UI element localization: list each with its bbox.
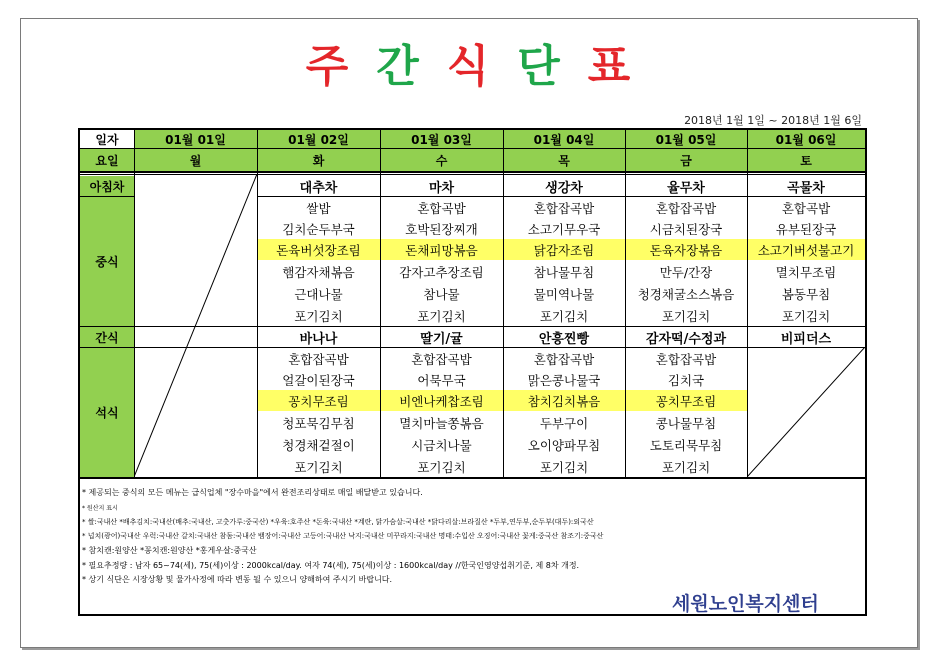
lunch-dish: 포기김치 (539, 308, 589, 324)
grid-line (380, 130, 381, 477)
title-char: 간 (376, 41, 423, 92)
lunch-dish: 혼합잡곡밥 (533, 200, 595, 216)
title-char: 단 (517, 41, 564, 92)
snack-cell: 비피더스 (780, 331, 832, 347)
dinner-dish: 멸치마늘쫑볶음 (399, 415, 484, 431)
dinner-dish: 혼합잡곡밥 (288, 351, 349, 367)
grid-line (625, 130, 626, 477)
dinner-dish: 청포묵김무침 (282, 415, 355, 431)
note-line: * 제공되는 중식의 모든 메뉴는 급식업체 "장수마을"에서 완전조리상태로 매일 배달받고 있습니다. (82, 488, 423, 497)
title-char: 표 (587, 41, 635, 92)
lunch-dish: 포기김치 (661, 308, 711, 324)
center-name: 세원노인복지센터 (672, 593, 819, 615)
lunch-dish: 혼합곡밥 (417, 200, 466, 216)
date-cell: 01월 03일 (380, 130, 503, 148)
note-line: * 참치캔:원양산 *꽁치캔:원양산 *홍게우살:중국산 (82, 546, 257, 555)
dinner-dish: 포기김치 (294, 459, 343, 475)
dinner-dish: 청경채겉절이 (282, 437, 355, 453)
dinner-dish: 두부구이 (539, 415, 589, 431)
row-label-snack: 간식 (80, 327, 134, 347)
snack-cell: 바나나 (299, 331, 338, 347)
dinner-dish: 혼합잡곡밥 (655, 351, 717, 367)
lunch-dish: 포기김치 (781, 308, 831, 324)
note-line: * 필요추정량 : 남자 65~74(세), 75(세)이상 : 2000kcal/day. 여자 74(세), 75(세)이상 : 1600kcal/day //한국인영양섭취기준, 제 8차 개정. (82, 561, 580, 570)
lunch-dish: 청경채굴소스볶음 (637, 286, 735, 302)
lunch-dish-highlight: 닭감자조림 (503, 239, 625, 260)
row-label-lunch: 중식 (80, 197, 134, 326)
lunch-dish-highlight: 돈채피망볶음 (380, 239, 503, 260)
page-title (0, 30, 940, 94)
dinner-dish: 오이양파무침 (527, 437, 601, 453)
day-label: 요일 (80, 149, 134, 171)
lunch-dish-highlight: 소고기버섯불고기 (747, 239, 865, 260)
dinner-dish-highlight: 꽁치무조림 (625, 390, 747, 411)
morning-tea-cell: 곡물차 (787, 180, 825, 196)
note-line: * 넙치(광어)국내산 우럭:국내산 갈치:국내산 참돔:국내산 뱀장어:국내산 고등어:국내산 낙지:국내산 미꾸라지:국내산 명태:수입산 오징어:국내산 꽃게:중국산 참조기:중국산 (82, 532, 604, 540)
lunch-dish: 참나물무침 (533, 264, 595, 280)
date-cell: 01월 05일 (625, 130, 747, 148)
morning-tea-cell: 율무차 (667, 180, 705, 196)
dinner-dish-highlight: 꽁치무조림 (257, 390, 380, 411)
note-line: * 쌀:국내산 *배추김치:국내산(배추:국내산, 고춧가루:중국산) *우육:호주산 *돈육:국내산 *계란, 닭가슴살:국내산 *닭다리살:브라질산 *두부,연두부,순두부(대두):외국산 (82, 518, 594, 526)
lunch-dish: 참나물 (423, 286, 460, 302)
lunch-dish: 소고기무우국 (527, 221, 601, 237)
lunch-dish: 혼합잡곡밥 (655, 200, 717, 216)
lunch-dish: 감자고추장조림 (399, 264, 484, 280)
lunch-dish: 포기김치 (417, 308, 466, 324)
lunch-dish: 햄감자채볶음 (282, 264, 355, 280)
lunch-dish: 혼합곡밥 (781, 200, 831, 216)
empty-cell-diagonal (747, 347, 865, 477)
lunch-dish: 쌀밥 (306, 200, 331, 216)
dinner-dish: 김치국 (667, 372, 705, 388)
grid-line (257, 196, 865, 197)
morning-tea-cell: 생강차 (545, 180, 583, 196)
dinner-dish: 포기김치 (539, 459, 589, 475)
snack-cell: 감자떡/수정과 (645, 331, 727, 347)
grid-line (80, 477, 865, 479)
morning-tea-cell: 마차 (428, 180, 455, 196)
date-label: 일자 (95, 132, 119, 147)
grid-line (80, 196, 134, 197)
date-cell: 01월 02일 (257, 130, 380, 148)
dinner-dish: 맑은콩나물국 (527, 372, 601, 388)
lunch-dish: 봄동무침 (781, 286, 831, 302)
dinner-dish: 혼합잡곡밥 (411, 351, 472, 367)
lunch-dish: 김치순두부국 (282, 221, 355, 237)
dinner-dish: 얼갈이된장국 (282, 372, 355, 388)
dinner-dish-highlight: 비엔나케찹조림 (380, 390, 503, 411)
note-line: * 상기 식단은 시장상황 및 물가사정에 따라 변동 될 수 있으니 양해하여 주시기 바랍니다. (82, 575, 393, 584)
lunch-dish: 멸치무조림 (775, 264, 837, 280)
grid-line (257, 130, 258, 477)
grid-line (503, 130, 504, 477)
dinner-dish: 콩나물무침 (655, 415, 717, 431)
lunch-dish: 시금치된장국 (649, 221, 723, 237)
row-label-morning-tea: 아침차 (80, 176, 134, 196)
period-text: 2018년 1월 1일 ~ 2018년 1월 6일 (684, 114, 862, 127)
title-char: 식 (446, 41, 494, 92)
snack-cell: 안흥찐빵 (538, 331, 590, 347)
empty-cell-diagonal (134, 174, 257, 477)
day-cell: 수 (380, 149, 503, 171)
dinner-dish: 어묵무국 (417, 372, 466, 388)
day-cell: 화 (257, 149, 380, 171)
lunch-dish: 만두/간장 (659, 264, 713, 280)
note-line: * 원산지 표시 (82, 505, 118, 512)
title-char: 주 (305, 41, 353, 92)
date-cell: 01월 01일 (134, 130, 257, 148)
day-cell: 금 (625, 149, 747, 171)
lunch-dish: 물미역나물 (533, 286, 595, 302)
dinner-dish: 포기김치 (661, 459, 711, 475)
dinner-dish: 시금치나물 (411, 437, 472, 453)
date-cell: 01월 04일 (503, 130, 625, 148)
lunch-dish: 포기김치 (294, 308, 343, 324)
row-label-dinner: 석식 (80, 348, 134, 477)
day-cell: 목 (503, 149, 625, 171)
day-cell: 월 (134, 149, 257, 171)
lunch-dish: 호박된장찌개 (405, 221, 478, 237)
morning-tea-cell: 대추차 (299, 180, 338, 196)
snack-cell: 딸기/귤 (420, 331, 463, 347)
lunch-dish: 근대나물 (294, 286, 343, 302)
date-cell: 01월 06일 (747, 130, 865, 148)
dinner-dish: 혼합잡곡밥 (533, 351, 595, 367)
dinner-dish: 포기김치 (417, 459, 466, 475)
lunch-dish: 유부된장국 (775, 221, 837, 237)
lunch-dish-highlight: 돈육버섯장조림 (257, 239, 380, 260)
lunch-dish-highlight: 돈육자장볶음 (625, 239, 747, 260)
dinner-dish-highlight: 참치김치볶음 (503, 390, 625, 411)
dinner-dish: 도토리묵무침 (649, 437, 723, 453)
menu-table (78, 128, 867, 616)
day-cell: 토 (747, 149, 865, 171)
